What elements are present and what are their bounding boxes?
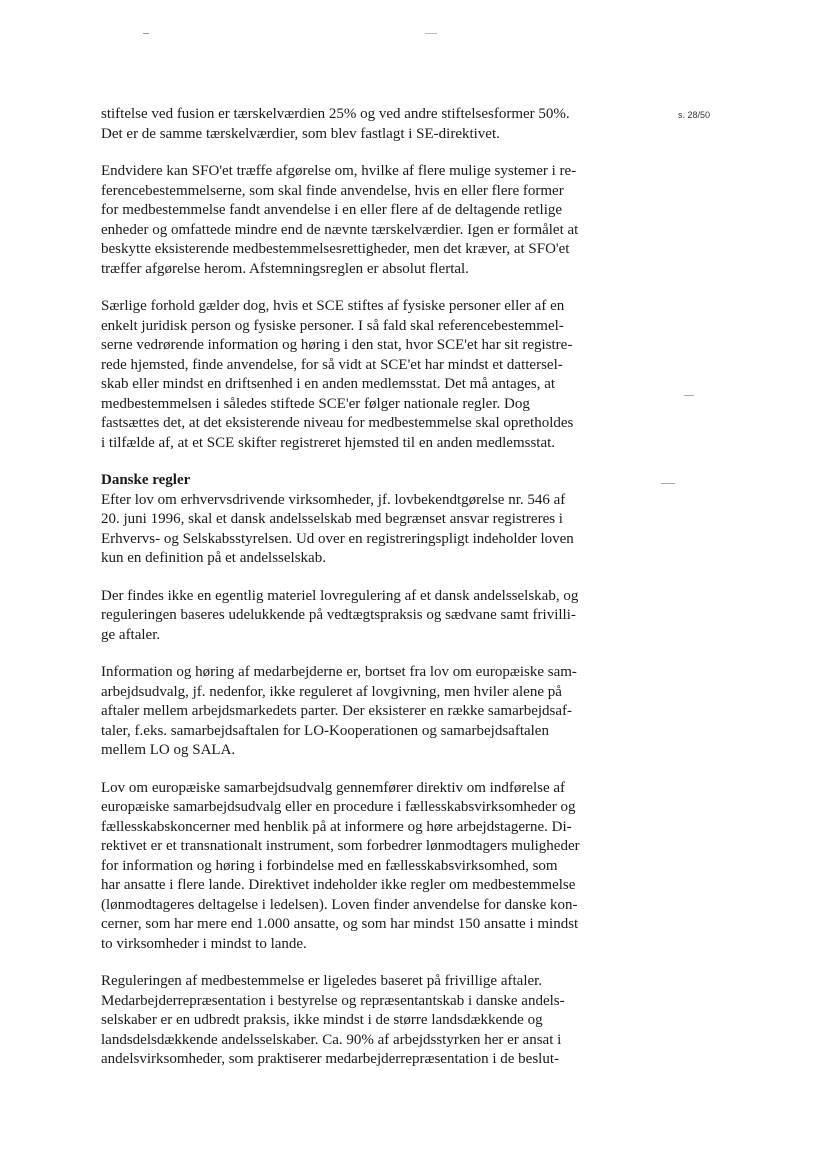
text-line: Reguleringen af medbestemmelse er ligeledes baseret på frivillige aftaler. [101, 973, 543, 989]
text-line: landsdelsdækkende andelsselskaber. Ca. 90% af arbejdsstyrken her er ansat i [101, 1031, 562, 1048]
text-line: ferencebestemmelserne, som skal finde anvendelse, hvis en eller flere former [101, 182, 564, 199]
paragraph [101, 779, 641, 955]
text-line: for information og høring i forbindelse med en fællesskabsvirksomhed, som [101, 857, 558, 874]
text-line: træffer afgørelse herom. Afstemningsreglen er absolut flertal. [101, 260, 469, 277]
text-line: fællesskabskoncerner med henblik på at informere og høre arbejdstagerne. Di- [101, 818, 572, 835]
text-line: Endvidere kan SFO'et træffe afgørelse om, hvilke af flere mulige systemer i re- [101, 163, 577, 179]
text-line: Efter lov om erhvervsdrivende virksomheder, jf. lovbekendtgørelse nr. 546 af [101, 491, 566, 508]
text-line: rede hjemsted, finde anvendelse, for så vidt at SCE'et har mindst et dattersel- [101, 356, 563, 373]
text-line: Medarbejderrepræsentation i bestyrelse og repræsentantskab i danske andels- [101, 992, 565, 1009]
scan-artifact [143, 33, 149, 34]
paragraph [101, 587, 641, 646]
text-line: andelsvirksomheder, som praktiserer medarbejderrepræsentation i de beslut- [101, 1051, 559, 1067]
text-line: Lov om europæiske samarbejdsudvalg gennemfører direktiv om indførelse af [101, 779, 566, 796]
text-line: Information og høring af medarbejderne er, bortset fra lov om europæiske sam- [101, 664, 577, 680]
section-heading: Danske regler [101, 472, 191, 488]
text-line: Der findes ikke en egentlig materiel lovregulering af et dansk andelsselskab, og [101, 587, 579, 604]
text-line: Erhvervs- og Selskabsstyrelsen. Ud over en registreringspligt indeholder loven [101, 530, 574, 547]
paragraph [101, 297, 641, 453]
text-line: for medbestemmelse fandt anvendelse i en eller flere af de deltagende retlige [101, 202, 563, 218]
text-line: enheder og omfattede mindre end de nævnte tærskelværdier. Igen er formålet at [101, 221, 579, 238]
scan-artifact [425, 33, 437, 34]
paragraph [101, 663, 641, 761]
text-line: enkelt juridisk person og fysiske personer. I så fald skal referencebestemmel- [101, 317, 564, 334]
text-line: (lønmodtageres deltagelse i ledelsen). Loven finder anvendelse for danske kon- [101, 896, 578, 913]
paragraph [101, 162, 641, 279]
text-line: Det er de samme tærskelværdier, som blev fastlagt i SE-direktivet. [101, 125, 500, 142]
text-line: 20. juni 1996, skal et dansk andelsselskab med begrænset ansvar registreres i [101, 511, 563, 527]
text-line: selskaber er en udbredt praksis, ikke mindst i de større landsdækkende og [101, 1012, 543, 1028]
text-line: to virksomheder i mindst to lande. [101, 935, 307, 952]
document-body [101, 105, 641, 1070]
text-line: reguleringen baseres udelukkende på vedtægtspraksis og sædvane samt frivilli- [101, 607, 576, 623]
text-line: cerner, som har mere end 1.000 ansatte, og som har mindst 150 ansatte i mindst [101, 916, 579, 932]
text-line: arbejdsudvalg, jf. nedenfor, ikke reguleret af lovgivning, men hviler alene på [101, 683, 562, 700]
text-line: mellem LO og SALA. [101, 742, 236, 758]
text-line: kun en definition på et andelsselskab. [101, 550, 326, 566]
text-line: i tilfælde af, at et SCE skifter registreret hjemsted til en anden medlemsstat. [101, 434, 556, 451]
text-line: serne vedrørende information og høring i den stat, hvor SCE'et har sit registre- [101, 337, 573, 353]
text-line: stiftelse ved fusion er tærskelværdien 25% og ved andre stiftelsesformer 50%. [101, 106, 570, 122]
scan-artifact [661, 483, 675, 484]
paragraph [101, 471, 641, 569]
text-line: europæiske samarbejdsudvalg eller en procedure i fællesskabsvirksomheder og [101, 799, 576, 815]
text-line: aftaler mellem arbejdsmarkedets parter. Der eksisterer en række samarbejdsaf- [101, 703, 573, 719]
text-line: ge aftaler. [101, 626, 161, 643]
text-line: Særlige forhold gælder dog, hvis et SCE stiftes af fysiske personer eller af en [101, 298, 565, 314]
text-line: fastsættes det, at det eksisterende niveau for medbestemmelse skal opretholdes [101, 415, 574, 431]
text-line: taler, f.eks. samarbejdsaftalen for LO-Kooperationen og samarbejdsaftalen [101, 722, 549, 739]
page-number: s. 28/50 [678, 110, 711, 120]
text-line: medbestemmelsen i således stiftede SCE'er følger nationale regler. Dog [101, 395, 530, 412]
scan-artifact [684, 395, 694, 396]
text-line: rektivet er et transnationalt instrument, som forbedrer lønmodtagers muligheder [101, 838, 580, 854]
text-line: beskytte eksisterende medbestemmelsesrettigheder, men det kræver, at SFO'et [101, 241, 570, 257]
text-line: skab eller mindst en driftsenhed i en anden medlemsstat. Det må antages, at [101, 376, 556, 392]
text-line: har ansatte i flere lande. Direktivet indeholder ikke regler om medbestemmelse [101, 877, 576, 893]
paragraph [101, 105, 641, 144]
paragraph [101, 972, 641, 1070]
